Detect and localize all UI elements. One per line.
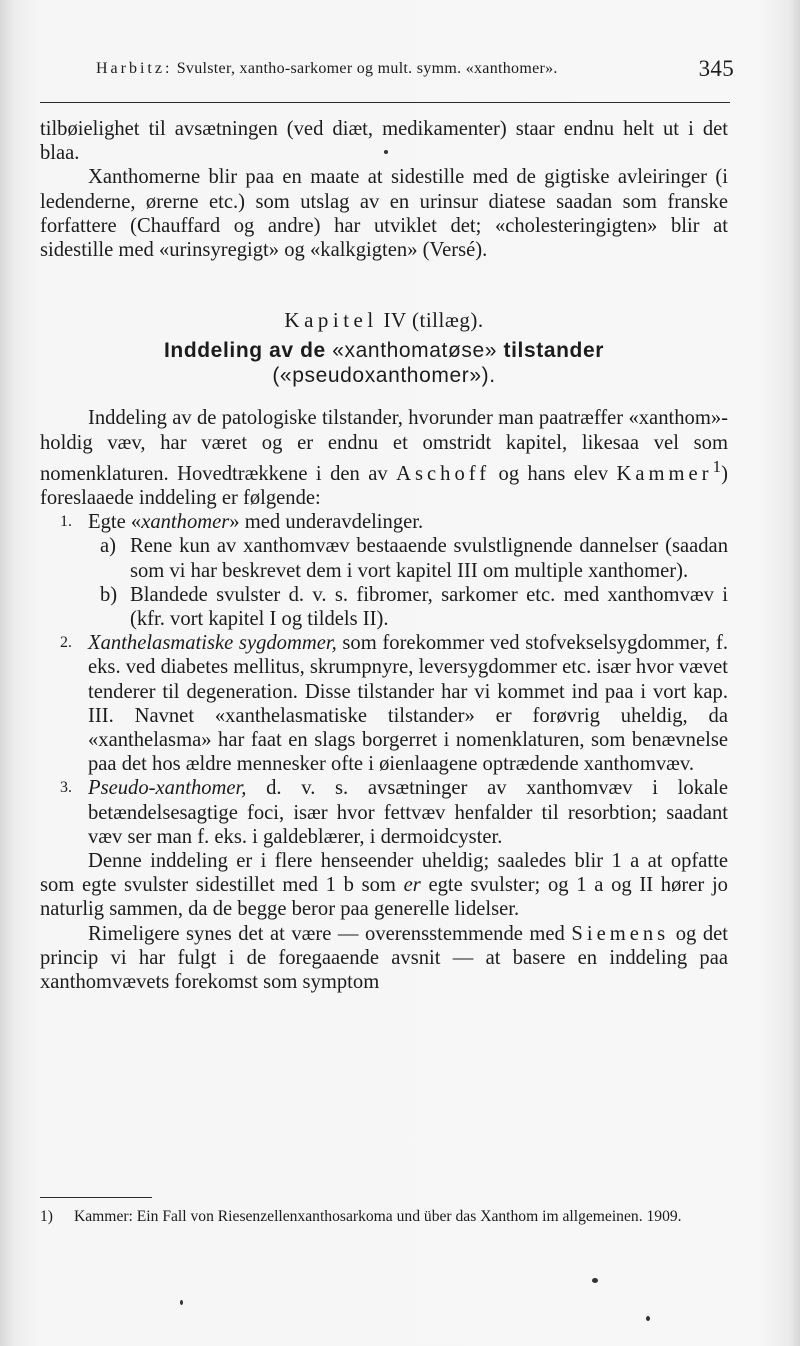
print-speck <box>592 1278 598 1283</box>
running-header <box>96 56 736 81</box>
sub-item-a <box>100 534 728 582</box>
author-aschoff: Aschoff <box>396 462 491 485</box>
sub-item-text: Rene kun av xanthomvæv bestaaende svulstlignende dannelser (saadan som vi har beskrevet dem i vort kapitel III om multiple xanthomer). <box>130 535 728 582</box>
author-kammer: Kammer <box>616 462 713 485</box>
footnote <box>40 1206 730 1227</box>
item-number: 3. <box>60 779 72 797</box>
item-1-pre: Egte « <box>88 511 142 534</box>
chapter-heading <box>40 308 728 332</box>
item-number: 1. <box>60 513 72 531</box>
intro-paragraph <box>40 406 728 510</box>
paragraph-continued: tilbøielighet til avsætningen (ved diæt, medikamenter) staar endnu helt ut i det blaa. <box>40 118 728 165</box>
title-part-a: Inddeling av de <box>163 339 326 363</box>
item-2-term: Xanthelasmatiske sygdommer, <box>88 632 337 655</box>
page-body <box>40 117 728 994</box>
footnote-mark: 1) <box>40 1208 53 1225</box>
header-title: Svulster, xantho-sarkomer og mult. symm. «xanthomer». <box>176 60 558 77</box>
chapter-numeral: IV <box>383 308 407 333</box>
closing-paragraph-2 <box>40 922 728 995</box>
item-1-post: » med underavdelinger. <box>229 511 424 534</box>
closing-2-a: Rimeligere synes det at være — overensstemmende med <box>88 922 565 945</box>
closing-1-em: er <box>403 874 421 897</box>
header-author: Harbitz: <box>96 60 173 77</box>
item-number: 2. <box>60 634 72 652</box>
closing-paragraph-1 <box>40 849 728 922</box>
chapter-label: Kapitel <box>284 308 378 333</box>
closing-1-b: egte svulster; og 1 a og II hører jo naturlig sammen, da de begge beror paa generelle lidelser. <box>40 874 728 921</box>
item-1-term: xanthomer <box>141 511 230 534</box>
footnote-rule <box>40 1197 152 1198</box>
sub-item-label: b) <box>100 583 118 606</box>
list-item-2 <box>60 631 728 776</box>
header-rule <box>40 102 730 103</box>
sub-item-b <box>100 583 728 631</box>
list-item-3 <box>60 776 728 849</box>
title-line-2: («pseudoxanthomer»). <box>272 364 496 388</box>
print-speck <box>646 1316 650 1321</box>
print-speck <box>180 1300 183 1305</box>
intro-text-c: ) foreslaaede inddeling er følgende: <box>40 462 728 509</box>
item-3-text: d. v. s. avsætninger av xanthomvæv i lokale betændelsesagtige foci, især hvor fettvæv henfalder til resorbtion; saadant væv ser man f. eks. i galdeblærer, i dermoidcyster. <box>88 777 728 848</box>
print-speck <box>384 150 388 154</box>
closing-2-b: og det princip vi har fulgt i de foregaaende avsnit — at basere en inddeling paa xanthomvævets forekomst som symptom <box>40 922 728 993</box>
sub-item-label: a) <box>100 535 116 558</box>
chapter-note: (tillæg). <box>412 308 484 333</box>
paragraph-xanthomer: Xanthomerne blir paa en maate at sidestille med de gigtiske avleiringer (i ledenderne, ørerne etc.) som utslag av en urinsur diatese saadan som franske forfattere (Chauffard og andre) har utviklet det; «cholesteringigten» blir at sidestille med «urinsyregigt» og «kalkgigten» (Versé). <box>40 166 728 262</box>
author-siemens: Siemens <box>571 922 670 945</box>
item-3-term: Pseudo-xanthomer, <box>88 777 247 800</box>
item-2-text: som forekommer ved stofvekselsygdommer, f. eks. ved diabetes mellitus, skrumpnyre, leversygdommer etc. især hvor vævet tenderer til degeneration. Disse tilstander har vi kommet ind paa i vort kap. III. Navnet «xanthelasmatiske tilstander» er forøvrig uheldig, da «xanthelasma» har faat en slags borgerret i nomenklaturen, som benævnelse paa det hos ældre mennesker ofte i øienlaagene optrædende xanthomvæv. <box>88 632 728 776</box>
intro-text-a: Inddeling av de patologiske tilstander, hvorunder man paatræffer «xanthom»-holdig væv, har været og er endnu et omstridt kapitel, likesaa vel som nomenklaturen. Hovedtrækkene i den av <box>40 407 728 485</box>
title-part-c: tilstander <box>503 339 605 363</box>
list-item-1 <box>60 510 728 534</box>
footnote-reference: 1 <box>712 456 722 476</box>
closing-1-a: Denne inddeling er i flere henseender uheldig; saaledes blir 1 a at opfatte som egte svulster sidestillet med 1 b som <box>40 849 728 897</box>
footnote-text: Kammer: Ein Fall von Riesenzellenxanthosarkoma und über das Xanthom im allgemeinen. 1909. <box>74 1208 682 1225</box>
title-part-b: «xanthomatøse» <box>332 339 498 363</box>
intro-text-b: og hans elev <box>498 462 609 485</box>
chapter-title <box>40 338 728 388</box>
page-number: 345 <box>698 56 734 81</box>
sub-item-text: Blandede svulster d. v. s. fibromer, sarkomer etc. med xanthomvæv i (kfr. vort kapitel I og tildels II). <box>130 583 728 630</box>
